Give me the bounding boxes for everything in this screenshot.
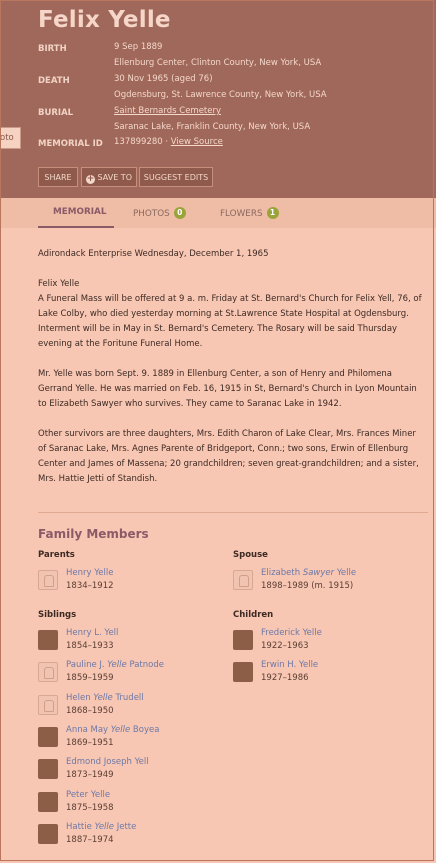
member-first-name: Erwin H. Yelle <box>261 660 319 671</box>
member-maiden-name: Sawyer <box>302 568 335 578</box>
member-last-name: Boyea <box>130 724 160 735</box>
suggest-edits-button[interactable]: SUGGEST EDITS <box>139 167 213 187</box>
death-label: DEATH <box>38 76 70 86</box>
obituary-paragraph-3: Other survivors are three daughters, Mrs. Edith Charon of Lake Clear, Mrs. Frances Miner of Saranac Lake, Mrs. Agnes Parente of Bridgeport, Conn.; two sons, Erwin of Ellenburg Center and James of Massena; 20 grandchildren; seven great-grandchildren; and a sister, Mrs. Hattie Jetti of Standish. <box>38 429 419 484</box>
member-dates: 1875–1958 <box>66 802 114 813</box>
member-dates: 1873–1949 <box>66 770 114 781</box>
photos-count-badge: 0 <box>174 207 186 219</box>
member-dates: 1898–1989 (m. 1915) <box>261 581 354 591</box>
member-dates: 1854–1933 <box>66 641 114 651</box>
obituary-paragraph-1: Felix Yelle A Funeral Mass will be offered at 9 a. m. Friday at St. Bernard's Church for Felix Yell, 76, of Lake Colby, who died yesterday morning at St.Lawrence State Hospital at Ogdensburg. Interment will be in May in St. Bernard's Cemetery. The Rosary will be said Thursday evening at the Foritune Funeral Home. <box>38 279 422 349</box>
birth-date: 9 Sep 1889 <box>114 42 163 52</box>
memorial-id: 137899280 · <box>114 137 169 147</box>
member-first-name: Frederick Yelle <box>261 628 322 638</box>
tab-flowers-label: FLOWERS <box>220 209 263 219</box>
member-maiden-name: Yelle <box>94 821 115 832</box>
memorial-id-label: MEMORIAL ID <box>38 139 103 149</box>
burial-label: BURIAL <box>38 108 74 118</box>
family-members-heading: Family Members <box>38 527 149 541</box>
member-maiden-name: Yelle <box>107 660 127 671</box>
view-source-link[interactable]: View Source <box>170 137 223 147</box>
flowers-count-badge: 1 <box>267 207 279 219</box>
member-first-name: Hattie <box>66 821 95 832</box>
member-dates: 1869–1951 <box>66 737 114 748</box>
obituary-source: Adirondack Enterprise Wednesday, December 1, 1965 <box>38 249 269 259</box>
member-dates: 1887–1974 <box>66 834 114 845</box>
member-first-name: Henry Yelle <box>66 568 114 578</box>
member-first-name: Pauline J. <box>66 660 108 671</box>
member-last-name: Yelle <box>334 568 357 578</box>
share-button[interactable]: SHARE <box>38 167 78 187</box>
member-first-name: Helen <box>66 692 94 703</box>
member-first-name: Peter Yelle <box>66 789 111 800</box>
plus-circle-icon: + <box>86 174 95 184</box>
save-to-label: SAVE TO <box>97 173 132 182</box>
birth-place: Ellenburg Center, Clinton County, New York, USA <box>114 57 322 68</box>
spouse-heading: Spouse <box>233 550 268 560</box>
siblings-heading: Siblings <box>38 610 77 620</box>
member-last-name: Patnode <box>126 660 164 671</box>
parents-heading: Parents <box>38 550 75 560</box>
member-maiden-name: Yelle <box>110 724 131 735</box>
member-first-name: Edmond Joseph Yell <box>66 757 149 768</box>
member-dates: 1927–1986 <box>261 673 309 684</box>
death-place: Ogdensburg, St. Lawrence County, New York, USA <box>114 89 327 100</box>
cemetery-link[interactable]: Saint Bernards Cemetery <box>114 106 222 116</box>
page-title: Felix Yelle <box>38 7 171 33</box>
tab-photos-label: PHOTOS <box>133 209 170 219</box>
death-date: 30 Nov 1965 (aged 76) <box>114 74 213 84</box>
member-dates: 1868–1950 <box>66 705 114 716</box>
children-heading: Children <box>233 610 274 620</box>
add-photo-tab[interactable]: oto <box>0 127 21 149</box>
member-dates: 1859–1959 <box>66 673 114 684</box>
member-last-name: Jette <box>114 821 137 832</box>
tab-memorial[interactable]: MEMORIAL <box>53 207 107 217</box>
member-dates: 1834–1912 <box>66 581 114 591</box>
member-maiden-name: Yelle <box>93 692 113 703</box>
burial-place: Saranac Lake, Franklin County, New York, USA <box>114 121 311 132</box>
obituary-paragraph-2: Mr. Yelle was born Sept. 9. 1889 in Ellenburg Center, a son of Henry and Philomena Gerrand Yelle. He was married on Feb. 16, 1915 in St, Bernard's Church in Lyon Mountain to Elizabeth Sawyer who survives. They came to Saranac Lake in 1942. <box>38 369 417 409</box>
member-last-name: Trudell <box>112 692 144 703</box>
member-first-name: Anna May <box>66 724 111 735</box>
member-dates: 1922–1963 <box>261 641 309 651</box>
birth-label: BIRTH <box>38 44 67 54</box>
member-first-name: Henry L. Yell <box>66 628 119 638</box>
member-first-name: Elizabeth <box>261 568 303 578</box>
